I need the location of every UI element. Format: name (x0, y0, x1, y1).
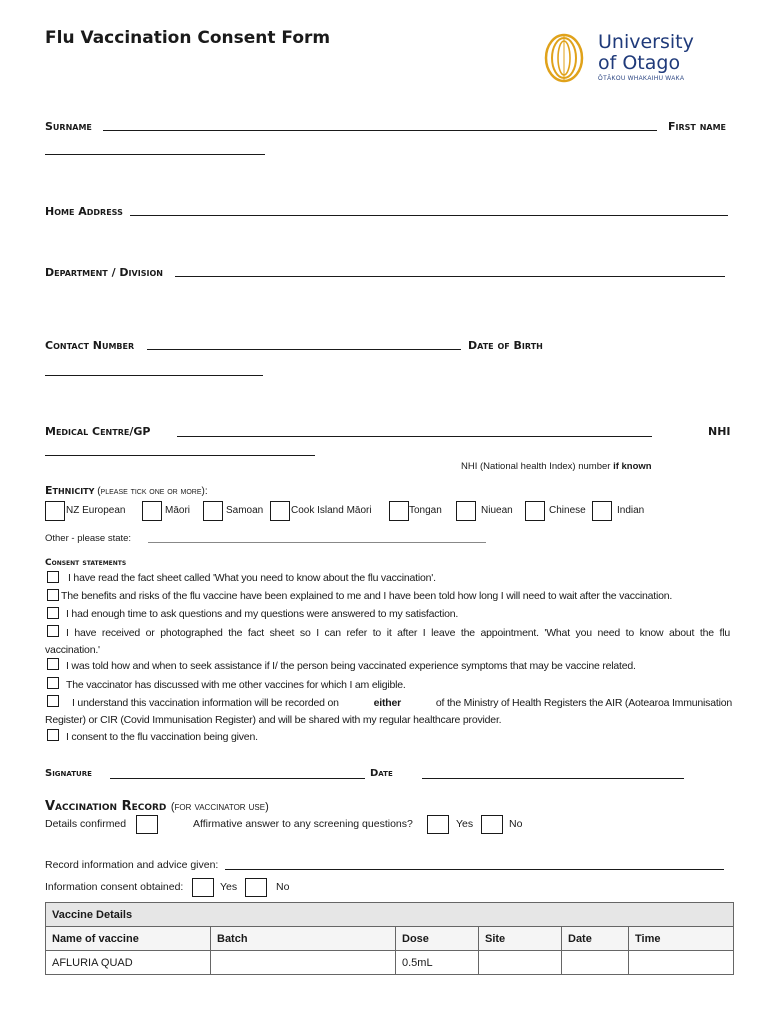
consent-statement-7-part2: of the Ministry of Health Registers the AIR (Aotearoa Immunisation (435, 697, 732, 709)
consent-statement-6: The vaccinator has discussed with me other vaccines for which I am eligible. (66, 679, 406, 691)
logo-name (598, 32, 694, 74)
consent-checkbox-6[interactable] (47, 677, 59, 689)
first-name-label: First name (668, 120, 727, 133)
ethnicity-label-niuean: Niuean (481, 505, 513, 516)
vaccine-details-table (45, 902, 734, 975)
ethnicity-checkbox-cook-island-maori[interactable] (270, 501, 290, 521)
consent-statement-8: I consent to the flu vaccination being given. (66, 731, 258, 743)
medical-centre-field[interactable] (177, 436, 652, 437)
consent-statement-2: The benefits and risks of the flu vaccine have been explained to me and I have been told how long I will need to wait after the vaccination. (61, 590, 673, 602)
first-name-field[interactable] (45, 154, 265, 155)
ethnicity-checkbox-tongan[interactable] (389, 501, 409, 521)
consent-heading: Consent statements (45, 558, 127, 568)
col-time: Time (629, 927, 734, 951)
signature-field[interactable] (110, 778, 365, 779)
details-confirmed-label: Details confirmed (45, 818, 127, 830)
screening-no-checkbox[interactable] (481, 815, 503, 834)
cell-time[interactable] (629, 951, 734, 975)
consent-statement-3: I had enough time to ask questions and my questions were answered to my satisfaction. (66, 608, 459, 620)
ethnicity-checkbox-maori[interactable] (142, 501, 162, 521)
ethnicity-label-chinese: Chinese (549, 505, 586, 516)
cell-dose: 0.5mL (396, 951, 479, 975)
signature-date-label: Date (370, 768, 393, 779)
signature-date-field[interactable] (422, 778, 684, 779)
home-address-label: Home Address (45, 205, 123, 218)
logo-line1: University (598, 31, 694, 53)
vaccine-table-title-row (46, 903, 734, 927)
ethnicity-checkbox-niuean[interactable] (456, 501, 476, 521)
consent-statement-7-cont: Register) or CIR (Covid Immunisation Register) and will be shared with my regular healthcare provider. (45, 714, 502, 726)
ethnicity-label-maori: Māori (165, 505, 191, 516)
vaccination-record-heading (45, 797, 269, 815)
ethnicity-heading-note: (please tick one or more): (97, 486, 208, 497)
date-of-birth-field[interactable] (45, 375, 263, 376)
surname-label: Surname (45, 120, 92, 133)
consent-statement-7-bold: either (373, 697, 402, 709)
consent-checkbox-4[interactable] (47, 625, 59, 637)
medical-centre-label: Medical Centre/GP (45, 425, 151, 438)
col-site: Site (479, 927, 562, 951)
logo-subtitle: ŌTĀKOU WHAKAIHU WAKA (598, 76, 685, 82)
consent-statement-1: I have read the fact sheet called 'What you need to know about the flu vaccination'. (68, 572, 436, 584)
ethnicity-label-tongan: Tongan (409, 505, 442, 516)
col-name-of-vaccine: Name of vaccine (46, 927, 211, 951)
signature-label: Signature (45, 768, 92, 779)
ethnicity-label-nz-european: NZ European (66, 505, 126, 516)
ethnicity-heading (45, 484, 208, 497)
cell-batch[interactable] (211, 951, 396, 975)
ethnicity-heading-text: Ethnicity (45, 484, 95, 497)
consent-statement-7-part1: I understand this vaccination information will be recorded on (72, 697, 339, 709)
col-dose: Dose (396, 927, 479, 951)
ethnicity-other-label: Other - please state: (45, 533, 132, 544)
cell-vaccine-name: AFLURIA QUAD (46, 951, 211, 975)
ethnicity-checkbox-chinese[interactable] (525, 501, 545, 521)
col-date: Date (562, 927, 629, 951)
consent-checkbox-5[interactable] (47, 658, 59, 670)
university-logo (540, 32, 710, 84)
home-address-field[interactable] (130, 215, 728, 216)
col-batch: Batch (211, 927, 396, 951)
nhi-field[interactable] (45, 455, 315, 456)
nhi-note (461, 461, 652, 472)
consent-statement-7 (72, 697, 732, 709)
record-info-field[interactable] (225, 869, 724, 870)
consent-statement-4-cont: vaccination.' (45, 644, 100, 656)
screening-yes-checkbox[interactable] (427, 815, 449, 834)
date-of-birth-label: Date of Birth (468, 339, 543, 352)
consent-checkbox-7[interactable] (47, 695, 59, 707)
surname-field[interactable] (103, 130, 657, 131)
record-info-label: Record information and advice given: (45, 859, 219, 871)
ethnicity-other-field[interactable] (148, 542, 486, 543)
info-consent-no-checkbox[interactable] (245, 878, 267, 897)
department-field[interactable] (175, 276, 725, 277)
screening-question-label: Affirmative answer to any screening questions? (193, 818, 413, 830)
ethnicity-checkbox-samoan[interactable] (203, 501, 223, 521)
table-row (46, 951, 734, 975)
vaccination-record-title: Vaccination Record (45, 799, 167, 814)
vaccine-table-header-row (46, 927, 734, 951)
contact-number-label: Contact Number (45, 339, 135, 352)
department-label: Department / Division (45, 266, 163, 279)
consent-checkbox-1[interactable] (47, 571, 59, 583)
nhi-label: NHI (708, 425, 731, 438)
ethnicity-checkbox-nz-european[interactable] (45, 501, 65, 521)
details-confirmed-checkbox[interactable] (136, 815, 158, 834)
vaccine-table-title: Vaccine Details (46, 903, 734, 927)
otago-crest-icon (540, 32, 592, 84)
consent-statement-4: I have received or photographed the fact sheet so I can refer to it after I leave the appointment. 'What you need to know about the flu (66, 627, 730, 639)
ethnicity-label-cook-island-maori: Cook Island Māori (291, 505, 372, 516)
consent-statement-5: I was told how and when to seek assistance if I/ the person being vaccinated experience symptoms that may be vaccine related. (66, 660, 636, 672)
nhi-note-bold: if known (613, 461, 652, 472)
vaccination-record-note: (for vaccinator use) (170, 801, 269, 813)
cell-date[interactable] (562, 951, 629, 975)
cell-site[interactable] (479, 951, 562, 975)
info-consent-no-label: No (276, 881, 290, 893)
info-consent-yes-checkbox[interactable] (192, 878, 214, 897)
consent-checkbox-2[interactable] (47, 589, 59, 601)
logo-line2: of Otago (598, 52, 681, 74)
screening-no-label: No (509, 818, 523, 830)
ethnicity-checkbox-indian[interactable] (592, 501, 612, 521)
consent-checkbox-8[interactable] (47, 729, 59, 741)
page-title: Flu Vaccination Consent Form (45, 28, 331, 48)
info-consent-yes-label: Yes (220, 881, 238, 893)
screening-yes-label: Yes (456, 818, 474, 830)
contact-number-field[interactable] (147, 349, 461, 350)
info-consent-label: Information consent obtained: (45, 881, 184, 893)
nhi-note-text: NHI (National health Index) number (461, 461, 611, 472)
consent-checkbox-3[interactable] (47, 607, 59, 619)
ethnicity-label-indian: Indian (617, 505, 645, 516)
ethnicity-label-samoan: Samoan (226, 505, 264, 516)
